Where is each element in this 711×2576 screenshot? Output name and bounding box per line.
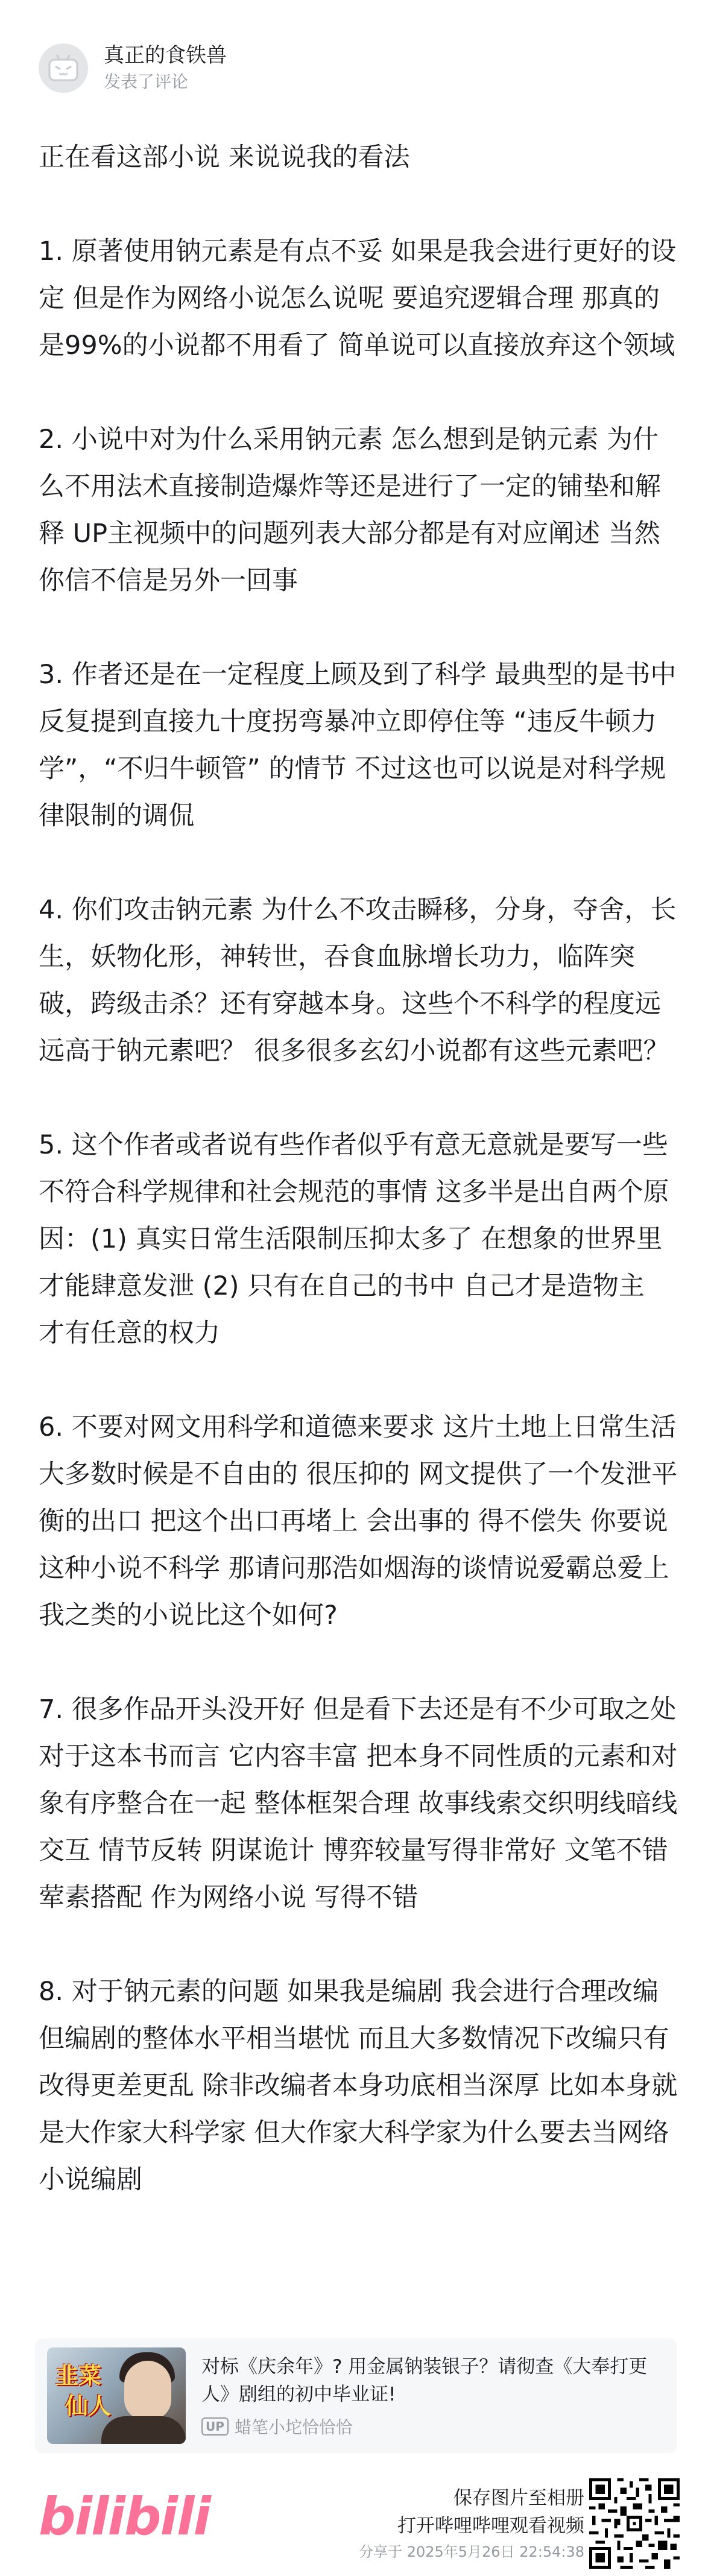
username[interactable]: 真正的食铁兽 xyxy=(104,43,227,68)
action-subtitle: 发表了评论 xyxy=(104,72,189,92)
avatar[interactable] xyxy=(39,43,88,93)
video-thumbnail[interactable] xyxy=(47,2347,186,2444)
open-app-tip: 打开哔哩哔哩观看视频 xyxy=(397,2515,584,2537)
up-badge-icon: UP xyxy=(201,2417,229,2436)
video-card[interactable] xyxy=(35,2338,677,2453)
comment-paragraph-8: 8. 对于钠元素的问题 如果我是编剧 我会进行合理改编 但编剧的整体水平相当堪忧 而且大多数情况下改编只有改得更差更乱 除非改编者本身功底相当深厚 比如本身就是大作家大科学家 但大作家大科学家为什么要去当网络小说编剧 xyxy=(39,1977,678,2195)
thumbnail-title-line1: 韭菜 xyxy=(55,2363,102,2389)
comment-paragraph-3: 3. 作者还是在一定程度上顾及到了科学 最典型的是书中反复提到直接九十度拐弯暴冲立即停住等 “违反牛顿力学”，“不归牛顿管” 的情节 不过这也可以说是对科学规律限制的调侃 xyxy=(39,660,677,831)
thumbnail-figure-face xyxy=(124,2361,171,2420)
comment-intro: 正在看这部小说 来说说我的看法 xyxy=(39,142,410,172)
share-date: 分享于 2025年5月26日 22:54:38 xyxy=(359,2543,584,2560)
uploader-name[interactable]: 蜡笔小坨恰恰恰 xyxy=(234,2417,353,2437)
video-title[interactable]: 对标《庆余年》? 用金属钠装银子？请彻查《大奉打更人》剧组的初中毕业证! xyxy=(201,2356,648,2405)
comment-paragraph-2: 2. 小说中对为什么采用钠元素 怎么想到是钠元素 为什么不用法术直接制造爆炸等还是进行了一定的铺垫和解释 UP主视频中的问题列表大部分都是有对应阐述 当然你信不信是另外一回事 xyxy=(39,425,661,596)
qr-code-icon[interactable] xyxy=(589,2478,680,2569)
comment-paragraph-5: 5. 这个作者或者说有些作者似乎有意无意就是要写一些不符合科学规律和社会规范的事情 这多半是出自两个原因：(1) 真实日常生活限制压抑太多了 在想象的世界里才能肆意发泄 (2) 只有在自己的书中 自己才是造物主 才有任意的权力 xyxy=(39,1130,669,1348)
comment-paragraph-7: 7. 很多作品开头没开好 但是看下去还是有不少可取之处 对于这本书而言 它内容丰富 把本身不同性质的元素和对象有序整合在一起 整体框架合理 故事线索交织明线暗线交互 情节反转 阴谋诡计 博弈较量写得非常好 文笔不错 荤素搭配 作为网络小说 写得不错 xyxy=(39,1694,678,1913)
comment-paragraph-4: 4. 你们攻击钠元素 为什么不攻击瞬移，分身，夺舍，长生，妖物化形，神转世，吞食血脉增长功力，临阵突破，跨级击杀？还有穿越本身。这些个不科学的程度远远高于钠元素吧？ 很多很多玄幻小说都有这些元素吧？ xyxy=(39,895,677,1066)
comment-header xyxy=(39,42,227,94)
save-image-tip: 保存图片至相册 xyxy=(453,2487,584,2509)
share-footer xyxy=(0,2472,711,2576)
thumbnail-figure-robe xyxy=(101,2416,186,2444)
bilibili-logo: bilibili xyxy=(39,2487,210,2547)
uploader-row xyxy=(201,2414,660,2439)
comment-paragraph-6: 6. 不要对网文用科学和道德来要求 这片土地上日常生活大多数时候是不自由的 很压抑的 网文提供了一个发泄平衡的出口 把这个出口再堵上 会出事的 得不偿失 你要说这种小说不科学 那请问那浩如烟海的谈情说爱霸总爱上我之类的小说比这个如何? xyxy=(39,1412,678,1631)
comment-paragraph-1: 1. 原著使用钠元素是有点不妥 如果是我会进行更好的设定 但是作为网络小说怎么说呢 要追究逻辑合理 那真的是99%的小说都不用看了 简单说可以直接放弃这个领域 xyxy=(39,236,677,361)
bilibili-tv-icon xyxy=(48,54,79,82)
thumbnail-title-line2: 仙人 xyxy=(65,2393,112,2419)
comment-body xyxy=(39,134,678,2250)
